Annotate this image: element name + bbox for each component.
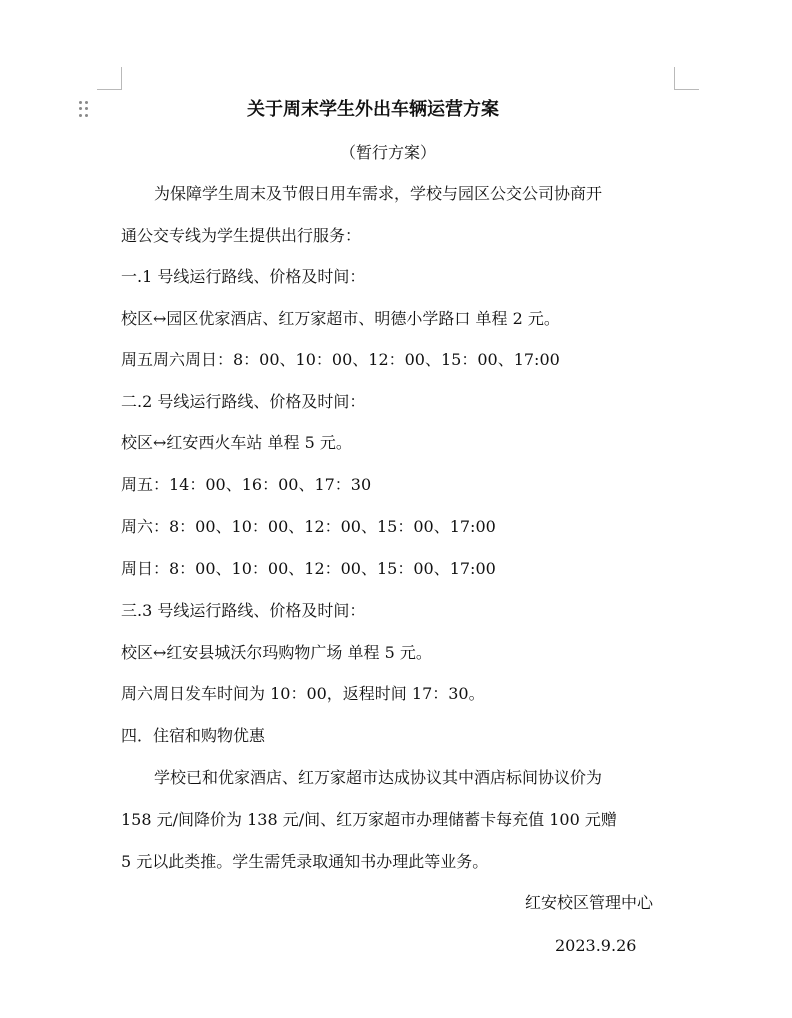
route-2-path: 校区↔红安西火车站 单程 5 元。 — [121, 433, 352, 452]
route-1-heading: 一.1 号线运行路线、价格及时间： — [121, 267, 366, 286]
route-2-saturday-times: 周六：8：00、10：00、12：00、15：00、17:00 — [121, 517, 496, 536]
route-2-heading: 二.2 号线运行路线、价格及时间： — [121, 392, 366, 411]
document-title: 关于周末学生外出车辆运营方案 — [247, 99, 499, 120]
route-2-friday-times: 周五：14：00、16：00、17：30 — [121, 475, 372, 494]
section-4-line-2: 158 元/间降价为 138 元/间、红万家超市办理储蓄卡每充值 100 元赠 — [121, 810, 617, 829]
margin-corner-mark-top-right — [674, 67, 699, 90]
document-subtitle: （暂行方案） — [340, 143, 437, 162]
route-2-sunday-times: 周日：8：00、10：00、12：00、15：00、17:00 — [121, 559, 496, 578]
section-4-heading: 四．住宿和购物优惠 — [121, 726, 266, 745]
route-3-heading: 三.3 号线运行路线、价格及时间： — [121, 601, 366, 620]
route-1-times: 周五周六周日：8：00、10：00、12：00、15：00、17:00 — [121, 350, 560, 369]
signature-organization: 红安校区管理中心 — [525, 893, 654, 912]
section-4-line-3: 5 元以此类推。学生需凭录取通知书办理此等业务。 — [121, 852, 489, 871]
intro-paragraph-line-2: 通公交专线为学生提供出行服务： — [121, 226, 362, 245]
intro-paragraph-line-1: 为保障学生周末及节假日用车需求，学校与园区公交公司协商开 — [154, 184, 603, 203]
margin-corner-mark-top-left — [97, 67, 122, 90]
route-3-times: 周六周日发车时间为 10：00，返程时间 17：30。 — [121, 684, 485, 703]
route-1-path: 校区↔园区优家酒店、红万家超市、明德小学路口 单程 2 元。 — [121, 309, 560, 328]
route-3-path: 校区↔红安县城沃尔玛购物广场 单程 5 元。 — [121, 643, 432, 662]
section-4-line-1: 学校已和优家酒店、红万家超市达成协议其中酒店标间协议价为 — [154, 768, 603, 787]
signature-date: 2023.9.26 — [555, 936, 637, 955]
table-move-handle-icon[interactable] — [79, 101, 89, 117]
